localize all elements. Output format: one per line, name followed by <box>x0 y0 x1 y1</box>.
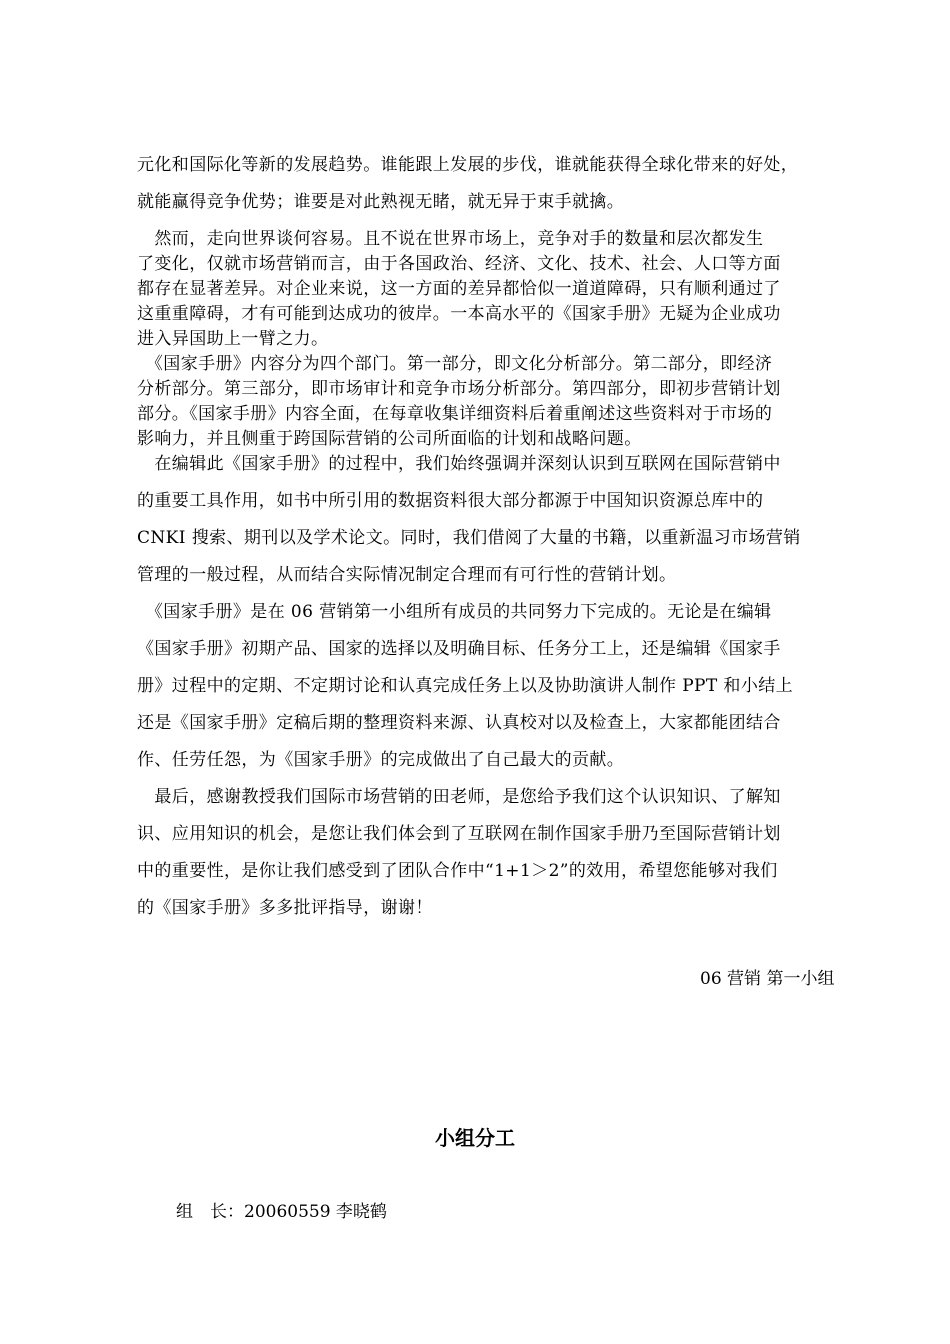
text-line: 还是《国家手册》定稿后期的整理资料来源、认真校对以及检查上，大家都能团结合 <box>137 713 781 733</box>
text-line: 中的重要性，是你让我们感受到了团队合作中“1+1＞2”的效用，希望您能够对我们 <box>137 861 778 881</box>
section-title: 小组分工 <box>435 1126 515 1150</box>
text-line: 《国家手册》内容分为四个部门。第一部分，即文化分析部分。第二部分，即经济 <box>137 354 773 374</box>
text-line: 册》过程中的定期、不定期讨论和认真完成任务上以及协助演讲人制作 PPT 和小结上 <box>137 676 794 696</box>
text-line: 部分。《国家手册》内容全面，在每章收集详细资料后着重阐述这些资料对于市场的 <box>137 404 773 424</box>
team-leader-line: 组 长：20060559 李晓鹤 <box>176 1202 387 1222</box>
text-line: 就能赢得竞争优势；谁要是对此熟视无睹，就无异于束手就擒。 <box>137 192 625 212</box>
text-line: 影响力，并且侧重于跨国际营销的公司所面临的计划和战略问题。 <box>137 429 642 449</box>
text-line: 都存在显著差异。对企业来说，这一方面的差异都恰似一道道障碍，只有顺利通过了 <box>137 279 781 299</box>
text-line: 的《国家手册》多多批评指导，谢谢！ <box>137 898 433 918</box>
signature: 06 营销 第一小组 <box>700 969 835 989</box>
text-line: CNKI 搜索、期刊以及学术论文。同时，我们借阅了大量的书籍，以重新温习市场营销 <box>137 528 801 548</box>
text-line: 这重重障碍，才有可能到达成功的彼岸。一本高水平的《国家手册》无疑为企业成功 <box>137 304 781 324</box>
text-line: 的重要工具作用，如书中所引用的数据资料很大部分都源于中国知识资源总库中的 <box>137 491 764 511</box>
text-line: 进入异国助上一臂之力。 <box>137 329 329 349</box>
text-line: 《国家手册》初期产品、国家的选择以及明确目标、任务分工上，还是编辑《国家手 <box>137 639 781 659</box>
text-line: 作、任劳任怨，为《国家手册》的完成做出了自己最大的贡献。 <box>137 750 625 770</box>
text-line: 识、应用知识的机会，是您让我们体会到了互联网在制作国家手册乃至国际营销计划 <box>137 824 781 844</box>
text-line: 然而，走向世界谈何容易。且不说在世界市场上，竞争对手的数量和层次都发生 <box>137 229 764 249</box>
text-line: 《国家手册》是在 06 营销第一小组所有成员的共同努力下完成的。无论是在编辑 <box>137 602 772 622</box>
text-line: 元化和国际化等新的发展趋势。谁能跟上发展的步伐，谁就能获得全球化带来的好处， <box>137 155 799 175</box>
text-line: 分析部分。第三部分，即市场审计和竞争市场分析部分。第四部分，即初步营销计划 <box>137 379 781 399</box>
text-line: 在编辑此《国家手册》的过程中，我们始终强调并深刻认识到互联网在国际营销中 <box>137 454 781 474</box>
text-line: 最后，感谢教授我们国际市场营销的田老师，是您给予我们这个认识知识、了解知 <box>137 787 781 807</box>
text-line: 管理的一般过程，从而结合实际情况制定合理而有可行性的营销计划。 <box>137 565 677 585</box>
text-line: 了变化，仅就市场营销而言，由于各国政治、经济、文化、技术、社会、人口等方面 <box>137 254 781 274</box>
